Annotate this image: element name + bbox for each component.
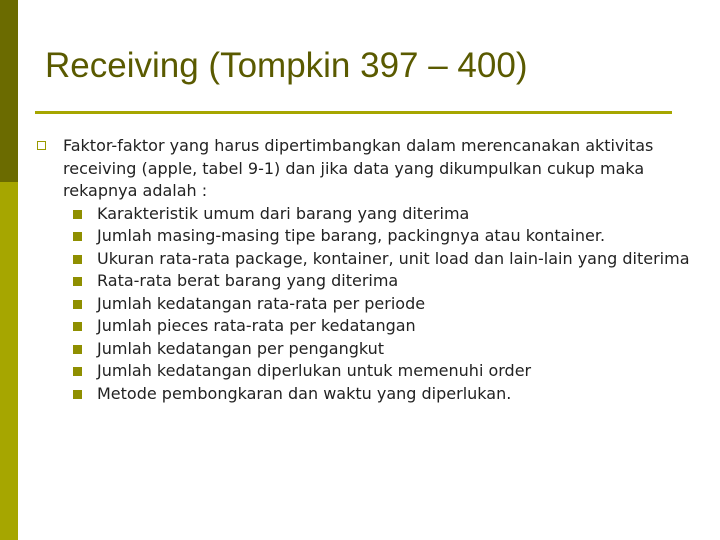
list-item <box>0 225 720 248</box>
square-bullet-icon <box>73 300 82 309</box>
main-bullet-point <box>0 135 720 203</box>
square-bullet-icon <box>73 322 82 331</box>
list-item-text: Rata-rata berat barang yang diterima <box>97 271 399 290</box>
title-divider <box>35 111 672 114</box>
list-item <box>0 338 720 361</box>
list-item-text: Ukuran rata-rata package, kontainer, unit load dan lain-lain yang diterima <box>97 248 690 268</box>
square-bullet-icon <box>73 345 82 354</box>
list-item <box>0 203 720 226</box>
list-item-text: Jumlah kedatangan per pengangkut <box>97 338 385 358</box>
square-bullet-icon <box>73 232 82 241</box>
square-bullet-icon <box>73 390 82 399</box>
list-item <box>0 248 720 271</box>
square-bullet-icon <box>73 255 82 264</box>
main-bullet-text: Faktor-faktor yang harus dipertimbangkan dalam merencanakan aktivitas receiving (apple, tabel 9-1) dan jika data yang dikumpulkan cukup maka rekapnya adalah : <box>63 136 654 200</box>
list-item <box>0 315 720 338</box>
slide-content <box>0 135 720 405</box>
square-bullet-icon <box>73 210 82 219</box>
list-item-text: Jumlah kedatangan diperlukan untuk memenuhi order <box>97 361 532 380</box>
square-bullet-icon <box>73 277 82 286</box>
list-item-text: Karakteristik umum dari barang yang diterima <box>97 203 470 223</box>
list-item <box>0 270 720 293</box>
sub-bullet-list <box>0 203 720 406</box>
slide-title: Receiving (Tompkin 397 – 400) <box>45 46 528 85</box>
list-item-text: Jumlah kedatangan rata-rata per periode <box>97 293 426 313</box>
hollow-square-bullet-icon <box>37 141 46 150</box>
list-item-text: Jumlah masing-masing tipe barang, packingnya atau kontainer. <box>97 226 606 245</box>
list-item-text: Metode pembongkaran dan waktu yang diperlukan. <box>97 383 512 403</box>
list-item-text: Jumlah pieces rata-rata per kedatangan <box>97 316 416 335</box>
list-item <box>0 293 720 316</box>
square-bullet-icon <box>73 367 82 376</box>
list-item <box>0 383 720 406</box>
list-item <box>0 360 720 383</box>
